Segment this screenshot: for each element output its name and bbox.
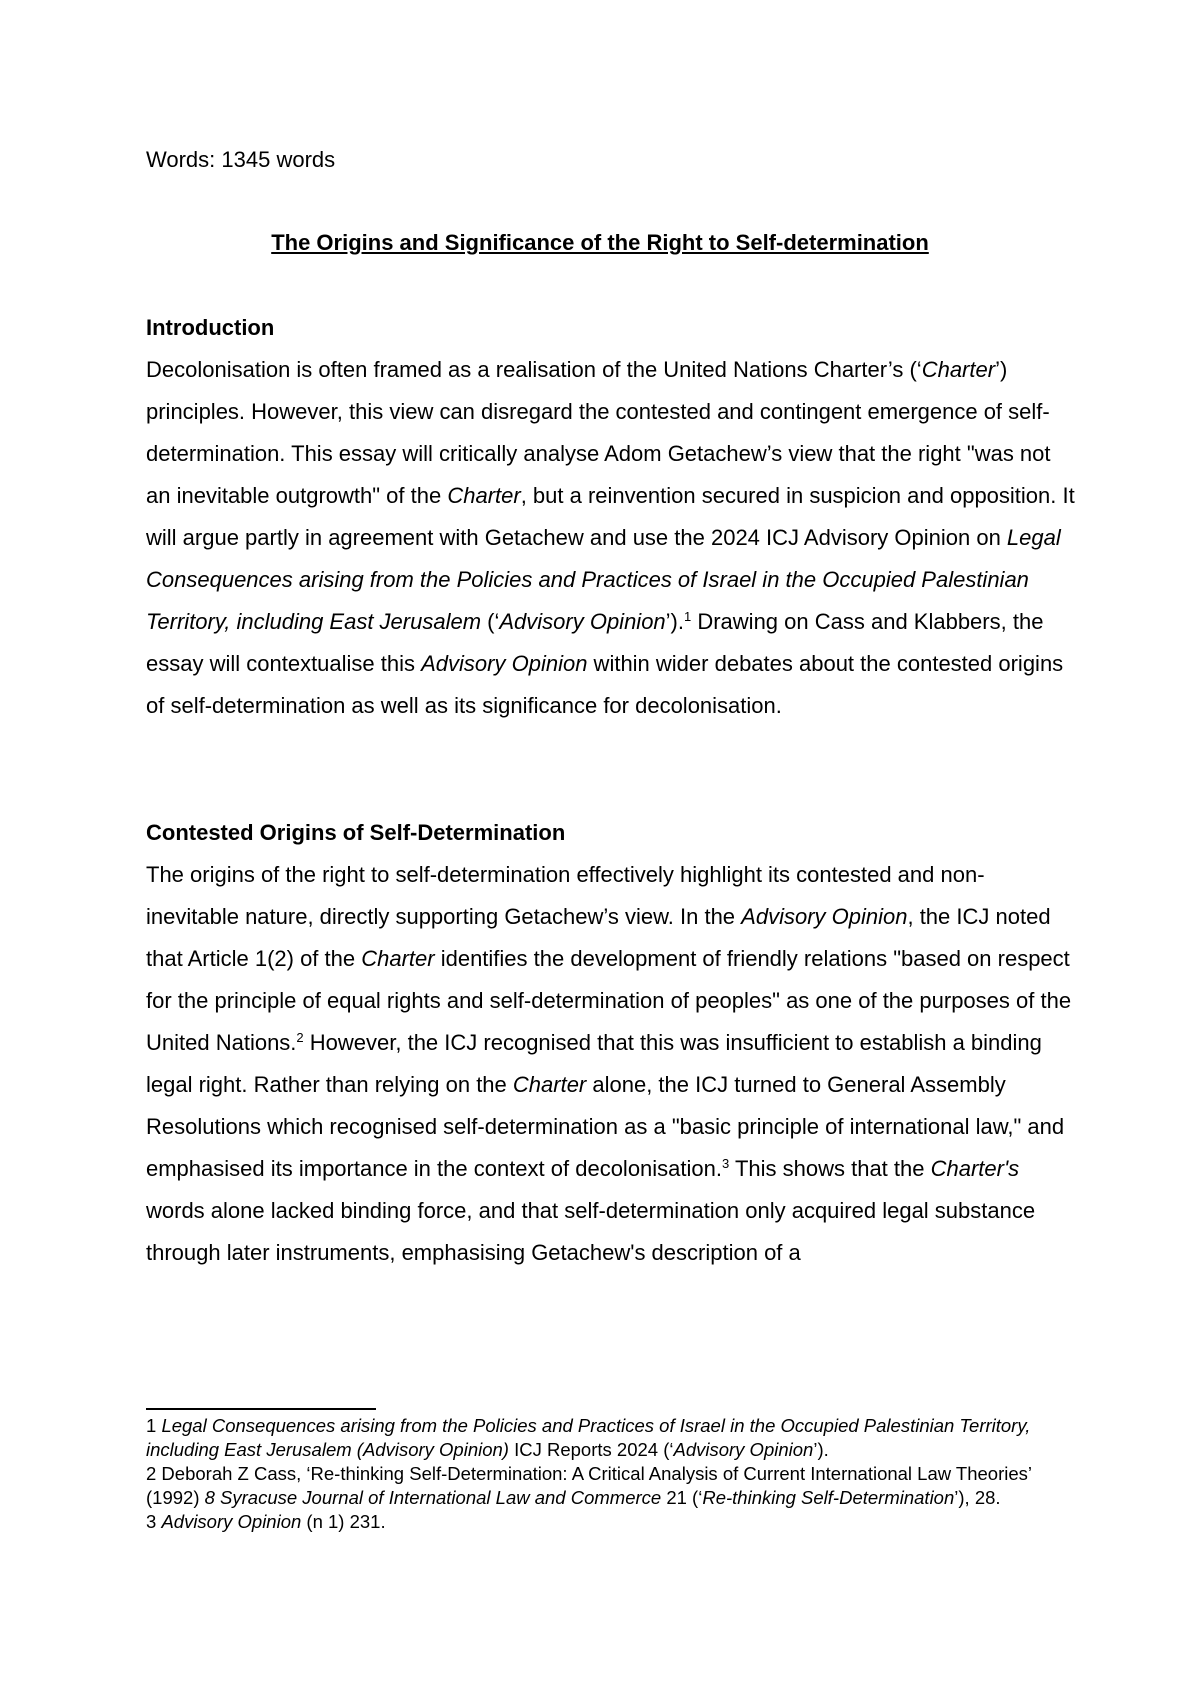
text-segment: Charter [512,1072,587,1097]
footnote-reference: 2 [296,1030,304,1045]
text-segment: Advisory Opinion [499,609,666,634]
text-segment: Advisory Opinion [673,1439,814,1460]
text-segment: Advisory Opinion [421,651,588,676]
text-segment: ’). [665,609,684,634]
text-segment: ’), 28. [954,1487,1001,1508]
text-segment: 21 (‘ [661,1487,703,1508]
text-segment: Charter's [930,1156,1020,1181]
section-heading-contested-origins: Contested Origins of Self-Determination [146,820,566,845]
text-segment: Decolonisation is often framed as a realisation of the United Nations Charter’s (‘ [146,357,922,382]
footnote-3 [146,1510,1076,1534]
footnote-1 [146,1414,1076,1462]
text-segment: within wider debates about the contested origins of self-determination as well as its significance for decolonisation. [146,651,1064,718]
paragraph-contested-origins [146,854,1076,1274]
text-segment: (n 1) 231. [301,1511,386,1532]
text-segment: Legal Consequences arising from the Policies and Practices of Israel in the Occupied Palestinian Territory, including East Jerusalem [146,525,1061,634]
text-segment: identifies the development of friendly relations "based on respect for the principle of equal rights and self-determination of peoples" as one of the purposes of the United Nations. [146,946,1072,1055]
paragraph-introduction [146,349,1076,727]
word-count: Words: 1345 words [146,147,336,172]
footnote-2 [146,1462,1076,1510]
section-heading-introduction: Introduction [146,315,275,340]
text-segment: , the ICJ noted that Article 1(2) of the [146,904,1051,971]
text-segment: (‘ [481,609,500,634]
text-segment: Advisory Opinion [741,904,908,929]
text-segment: 8 Syracuse Journal of International Law and Commerce [204,1487,662,1508]
footnote-reference: 1 [684,609,692,624]
footnotes [146,1414,1076,1534]
text-segment: 3 [146,1511,162,1532]
text-segment: Charter [921,357,996,382]
text-segment: 1 [146,1415,162,1436]
text-segment: Re-thinking Self-Determination [702,1487,955,1508]
text-segment: ’) principles. However, this view can disregard the contested and contingent emergence of self-determination. This essay will critically analyse Adom Getachew’s view that the right "was not an inevitable outgrowth" of the [146,357,1051,508]
text-segment: Advisory Opinion [161,1511,302,1532]
text-segment: The origins of the right to self-determination effectively highlight its contested and non-inevitable nature, directly supporting Getachew’s view. In the [146,862,985,929]
text-segment: ’). [813,1439,829,1460]
document-title: The Origins and Significance of the Right to Self-determination [271,230,929,255]
text-segment: alone, the ICJ turned to General Assembly Resolutions which recognised self-determination as a "basic principle of international law," and emphasised its importance in the context of decolonisation. [146,1072,1065,1181]
footnote-reference: 3 [722,1156,730,1171]
text-segment: However, the ICJ recognised that this was insufficient to establish a binding legal right. Rather than relying on the [146,1030,1042,1097]
text-segment: ICJ Reports 2024 (‘ [508,1439,674,1460]
text-segment: 2 Deborah Z Cass, ‘Re-thinking Self-Determination: A Critical Analysis of Current International Law Theories’ (1992) [146,1463,1032,1508]
text-segment: Legal Consequences arising from the Policies and Practices of Israel in the Occupied Palestinian Territory, including East Jerusalem (Advisory Opinion) [146,1415,1031,1460]
text-segment: Drawing on Cass and Klabbers, the essay will contextualise this [146,609,1044,676]
text-segment: words alone lacked binding force, and that self-determination only acquired legal substance through later instruments, emphasising Getachew's description of a [146,1198,1036,1265]
footnote-separator [146,1408,376,1410]
text-segment: Charter [447,483,521,508]
text-segment: This shows that the [729,1156,931,1181]
text-segment: Charter [361,946,435,971]
text-segment: , but a reinvention secured in suspicion and opposition. It will argue partly in agreement with Getachew and use the 2024 ICJ Advisory Opinion on [146,483,1075,550]
